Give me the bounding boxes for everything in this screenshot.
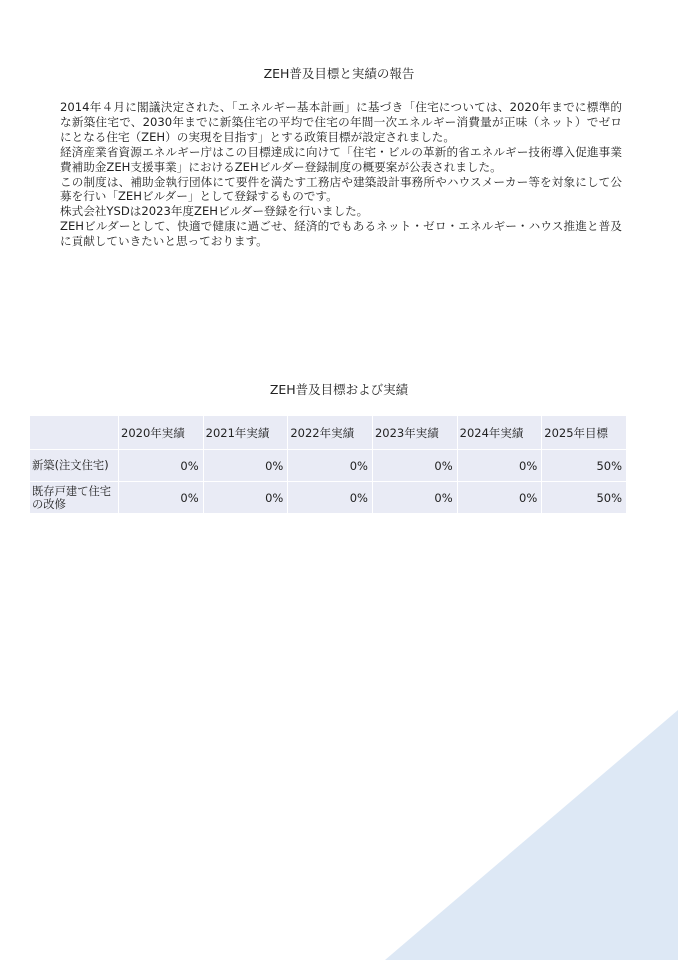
paragraph-energy-plan: 2014年４月に閣議決定された、「エネルギー基本計画」に基づき「住宅については、2020年までに標準的な新築住宅で、2030年までに新築住宅の平均で住宅の年間一次エネルギー消費量が正味（ネット）でゼロにとなる住宅（ZEH）の実現を目指す」とする政策目標が設定されました。: [60, 100, 622, 144]
header-2021-actual: 2021年実績: [204, 416, 288, 450]
cell-value: 50%: [542, 450, 626, 482]
paragraph-ysd-registration: 株式会社YSDは2023年度ZEHビルダー登録を行いました。: [60, 204, 369, 219]
paragraph-builder-system: この制度は、補助金執行団体にて要件を満たす工務店や建築設計事務所やハウスメーカー等を対象にして公募を行い「ZEHビルダー」として登録するものです。: [60, 174, 622, 204]
cell-value: 0%: [288, 450, 372, 482]
cell-value: 0%: [458, 450, 542, 482]
header-2023-actual: 2023年実績: [373, 416, 457, 450]
report-body: [60, 100, 622, 249]
table-row: [30, 450, 626, 482]
table-title: ZEH普及目標および実績: [269, 382, 409, 397]
header-2022-actual: 2022年実績: [288, 416, 372, 450]
cell-value: 0%: [204, 482, 288, 514]
cell-value: 0%: [458, 482, 542, 514]
header-corner-cell: [30, 416, 118, 450]
cell-value: 0%: [204, 450, 288, 482]
header-2025-target: 2025年目標: [542, 416, 626, 450]
cell-value: 0%: [119, 450, 203, 482]
page-title: ZEH普及目標と実績の報告: [263, 66, 415, 81]
cell-value: 0%: [373, 450, 457, 482]
row-label-new-build: 新築(注文住宅): [30, 450, 118, 482]
table-header-row: [30, 416, 626, 450]
row-label-renovation: 既存戸建て住宅の改修: [30, 482, 118, 514]
header-2020-actual: 2020年実績: [119, 416, 203, 450]
paragraph-meti-program: 経済産業省資源エネルギー庁はこの目標達成に向けて「住宅・ビルの革新的省エネルギー技術導入促進事業費補助金ZEH支援事業」におけるZEHビルダー登録制度の概要案が公表されました。: [60, 144, 622, 174]
paragraph-commitment: ZEHビルダーとして、快適で健康に過ごせ、経済的でもあるネット・ゼロ・エネルギー・ハウス推進と普及に貢献していきたいと思っております。: [60, 219, 622, 249]
cell-value: 50%: [542, 482, 626, 514]
zeh-targets-table: [29, 416, 627, 514]
cell-value: 0%: [288, 482, 372, 514]
cell-value: 0%: [373, 482, 457, 514]
table-row: [30, 482, 626, 514]
header-2024-actual: 2024年実績: [458, 416, 542, 450]
cell-value: 0%: [119, 482, 203, 514]
